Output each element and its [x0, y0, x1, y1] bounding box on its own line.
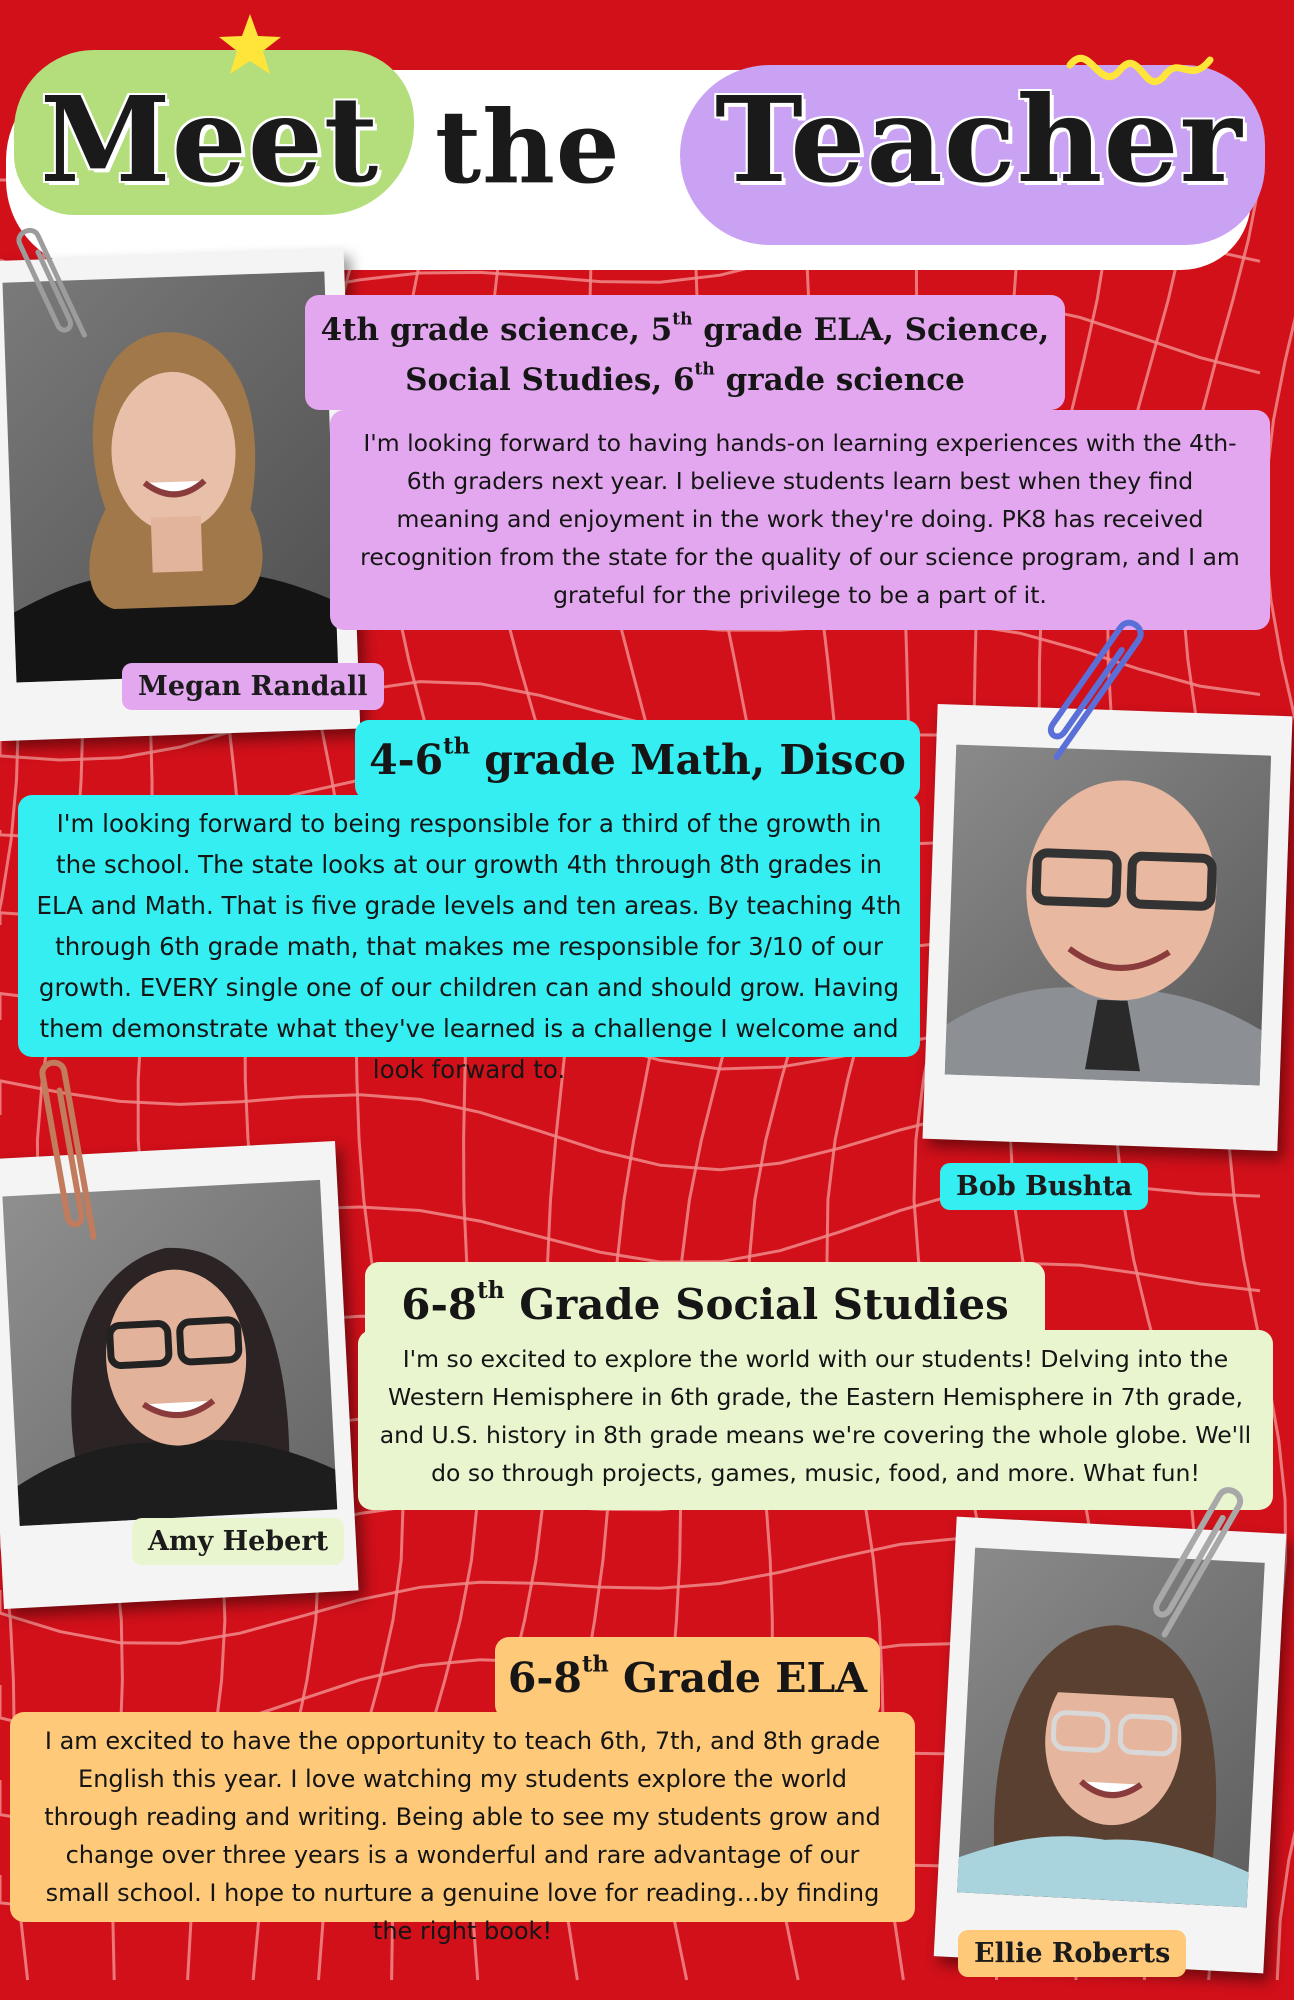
teacher-photo: [945, 745, 1271, 1086]
photo-frame: [923, 704, 1293, 1151]
teacher-name-tag: Ellie Roberts: [958, 1930, 1186, 1977]
title-word-meet: Meet: [40, 70, 380, 209]
teacher-subject-heading: 6-8th Grade Social Studies: [365, 1262, 1045, 1347]
teacher-photo: [2, 1180, 337, 1526]
teacher-blurb: I'm looking forward to being responsible for a third of the growth in the school. The state looks at our growth 4th through 8th grades in ELA and Math. That is five grade levels and ten areas. By teaching 4th through 6th grade math, that makes me responsible for 3/10 of our growth. EVERY single one of our children can and should grow. Having them demonstrate what they've learned is a challenge I welcome and look forward to.: [18, 795, 920, 1057]
photo-frame: [934, 1517, 1287, 1974]
title-word-the: the: [435, 88, 621, 206]
teacher-name-tag: Amy Hebert: [132, 1518, 344, 1565]
teacher-blurb: I'm so excited to explore the world with our students! Delving into the Western Hemisphere in 6th grade, the Eastern Hemisphere in 7th grade, and U.S. history in 8th grade means we're covering the whole globe. We'll do so through projects, games, music, food, and more. What fun!: [358, 1330, 1273, 1510]
teacher-blurb: I am excited to have the opportunity to teach 6th, 7th, and 8th grade English this year. I love watching my students explore the world through reading and writing. Being able to see my students grow and change over three years is a wonderful and rare advantage of our small school. I hope to nurture a genuine love for reading...by finding the right book!: [10, 1712, 915, 1922]
teacher-blurb: I'm looking forward to having hands-on learning experiences with the 4th-6th graders next year. I believe students learn best when they find meaning and enjoyment in the work they're doing. PK8 has received recognition from the state for the quality of our science program, and I am grateful for the privilege to be a part of it.: [330, 410, 1270, 630]
teacher-subject-heading: 4th grade science, 5th grade ELA, Science, Social Studies, 6th grade science: [305, 295, 1065, 410]
teacher-name-tag: Bob Bushta: [940, 1163, 1148, 1210]
teacher-subject-heading: 6-8th Grade ELA: [495, 1637, 880, 1719]
teacher-photo: [957, 1548, 1265, 1908]
title-word-teacher: Teacher: [715, 70, 1243, 209]
teacher-subject-heading: 4-6th grade Math, Disco: [355, 720, 920, 800]
teacher-name-tag: Megan Randall: [122, 663, 384, 710]
